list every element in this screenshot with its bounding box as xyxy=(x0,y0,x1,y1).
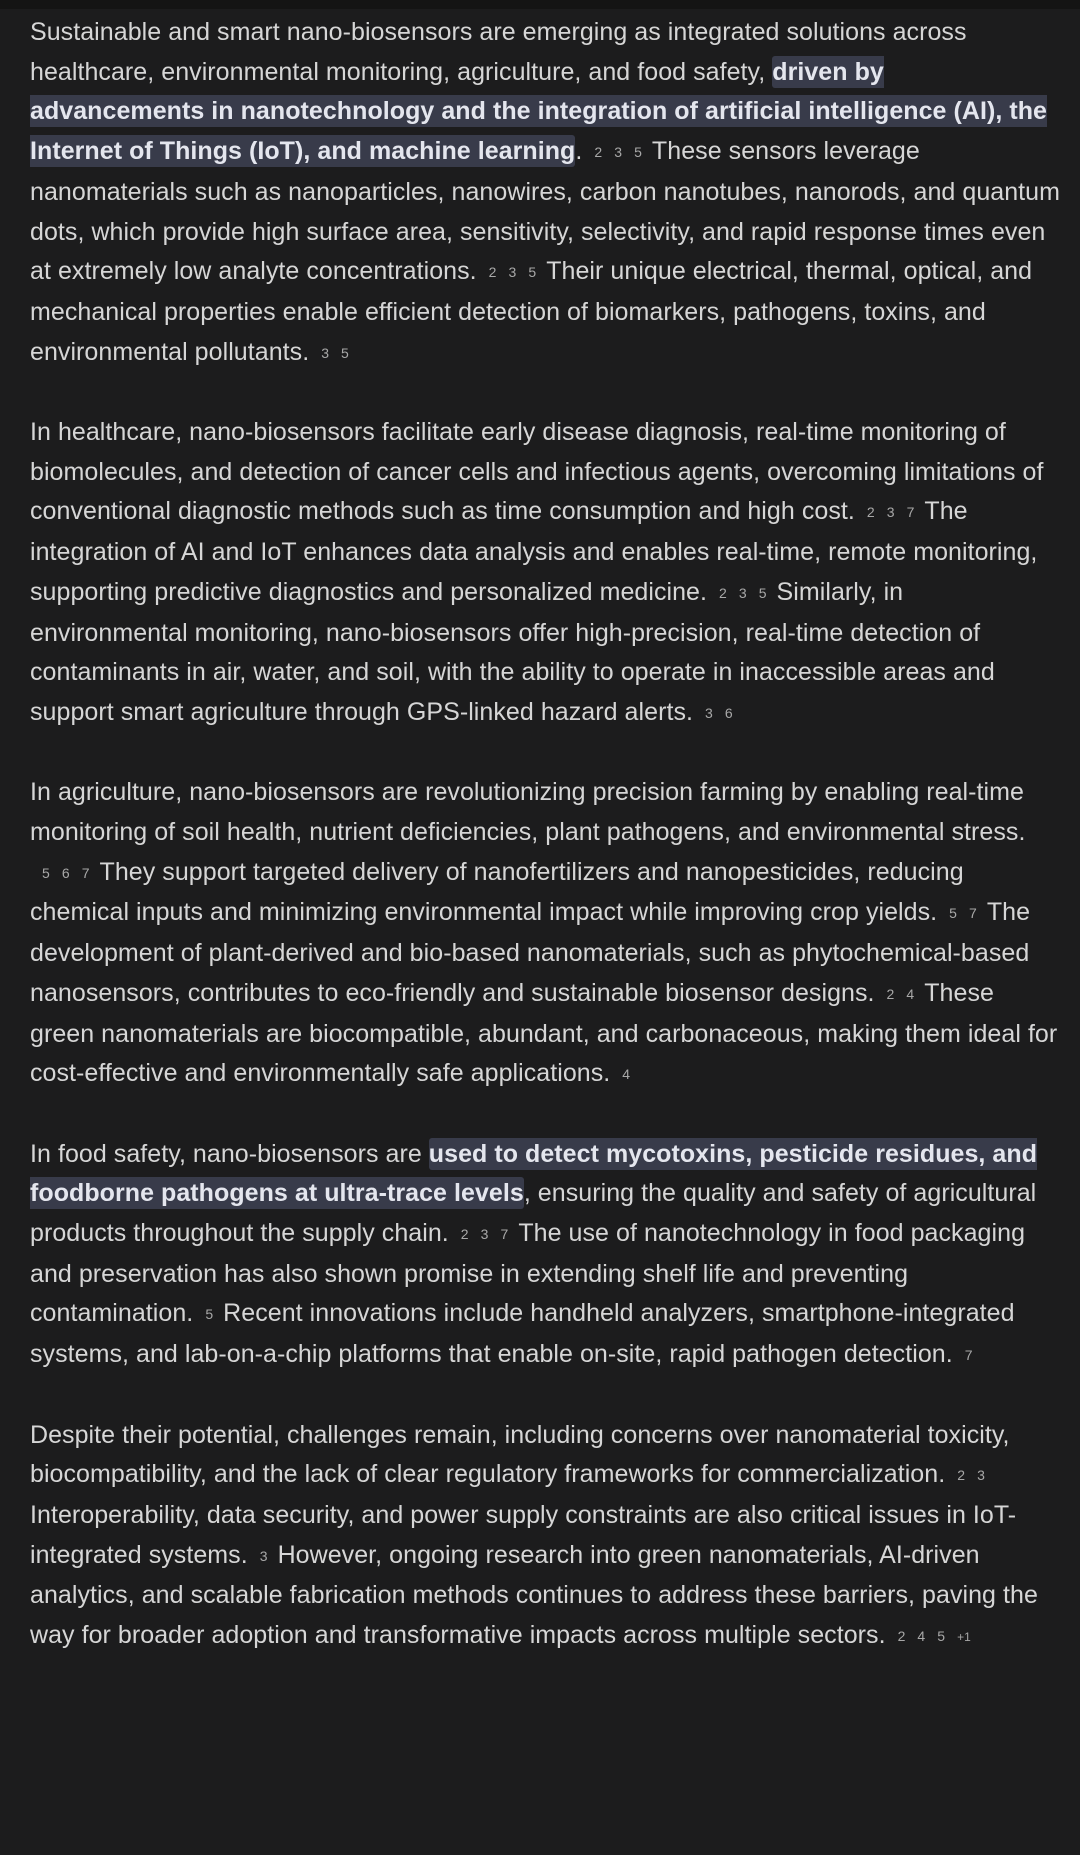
answer-body xyxy=(30,13,1060,1697)
citation-group xyxy=(315,338,355,366)
paragraph-text: Despite their potential, challenges remain, including concerns over nanomaterial toxicity, biocompatibility, and the lack of clear regulatory frameworks for commercialization. xyxy=(30,1420,1010,1489)
paragraph-text: In agriculture, nano-biosensors are revolutionizing precision farming by enabling real-time monitoring of soil health, nutrient deficiencies, plant pathogens, and environmental stress. xyxy=(30,778,1026,847)
paragraph-text: Sustainable and smart nano-biosensors are emerging as integrated solutions across healthcare, environmental monitoring, agriculture, and food safety, xyxy=(30,18,967,86)
top-bar xyxy=(0,0,1080,9)
citation-link[interactable]: 2 xyxy=(594,144,603,161)
paragraph xyxy=(30,413,1060,734)
paragraph-text: These sensors leverage nanomaterials such as nanoparticles, nanowires, carbon nanotubes, nanorods, and quantum dots, which provide high surface area, sensitivity, selectivity, and rapid response times even at extremely low analyte concentrations. xyxy=(30,137,1061,286)
citation-group xyxy=(699,698,739,726)
citation-link[interactable]: 4 xyxy=(906,985,915,1002)
citation-group xyxy=(483,257,543,285)
citation-link[interactable]: 3 xyxy=(614,144,623,161)
citation-group xyxy=(951,1460,991,1488)
citation-link[interactable]: 3 xyxy=(704,704,713,721)
citation-more-link[interactable]: +1 xyxy=(957,1630,971,1645)
citation-link[interactable]: 5 xyxy=(634,144,642,161)
citation-link[interactable]: 7 xyxy=(500,1226,509,1243)
paragraph-text: In food safety, nano-biosensors are xyxy=(30,1139,429,1168)
paragraph-text: In healthcare, nano-biosensors facilitate early disease diagnosis, real-time monitoring of biomolecules, and detection of cancer cells and infectious agents, overcoming limitations of conventional diagnostic methods such as time consumption and high cost. xyxy=(30,418,1044,526)
citation-group xyxy=(713,578,773,606)
paragraph-text: Interoperability, data security, and power supply constraints are also critical issues in IoT-integrated systems. xyxy=(30,1500,1017,1569)
paragraph-text: , ensuring the quality and safety of agricultural products throughout the supply chain. xyxy=(30,1179,1037,1248)
highlighted-text: driven by advancements in nanotechnology and the integration of artificial intelligence (AI), the Internet of Things (IoT), and machine learning xyxy=(30,57,1047,166)
paragraph-text: The integration of AI and IoT enhances data analysis and enables real-time, remote monitoring, supporting predictive diagnostics and personalized medicine. xyxy=(30,497,1038,606)
citation-group xyxy=(892,1621,977,1649)
citation-group xyxy=(861,497,921,525)
citation-group xyxy=(588,137,648,165)
paragraph-text: Their unique electrical, thermal, optical, and mechanical properties enable efficient detection of biomarkers, pathogens, toxins, and environmental pollutants. xyxy=(30,257,1033,366)
citation-link[interactable]: 2 xyxy=(866,504,875,521)
citation-link[interactable]: 3 xyxy=(508,264,517,281)
citation-group xyxy=(881,979,921,1007)
paragraph-text: The development of plant-derived and bio-based nanomaterials, such as phytochemical-based nanosensors, contributes to eco-friendly and sustainable biosensor designs. xyxy=(30,898,1031,1007)
citation-link[interactable]: 3 xyxy=(480,1226,489,1243)
paragraph-text: Recent innovations include handheld analyzers, smartphone-integrated systems, and lab-on-a-chip platforms that enable on-site, rapid pathogen detection. xyxy=(30,1299,1015,1369)
paragraph xyxy=(30,773,1060,1095)
paragraph-text: The use of nanotechnology in food packaging and preservation has also shown promise in extending shelf life and preventing contamination. xyxy=(30,1219,1026,1328)
citation-link[interactable]: 3 xyxy=(977,1467,985,1484)
citation-group xyxy=(959,1340,979,1368)
citation-link[interactable]: 7 xyxy=(969,905,977,922)
paragraph-text: Similarly, in environmental monitoring, nano-biosensors offer high-precision, real-time detection of contaminants in air, water, and soil, with the ability to operate in inaccessible areas and support smart agriculture through GPS-linked hazard alerts. xyxy=(30,577,995,726)
highlighted-text: used to detect mycotoxins, pesticide residues, and foodborne pathogens at ultra-trace levels xyxy=(30,1139,1038,1208)
paragraph-text: . xyxy=(575,137,583,166)
citation-group xyxy=(36,858,96,886)
citation-link[interactable]: 2 xyxy=(719,584,727,601)
paragraph-text: However, ongoing research into green nanomaterials, AI-driven analytics, and scalable fabrication methods continues to address these barriers, paving the way for broader adoption and transformative impacts across multiple sectors. xyxy=(30,1540,1038,1650)
citation-link[interactable]: 7 xyxy=(906,504,915,521)
citation-link[interactable]: 3 xyxy=(886,504,895,521)
paragraph xyxy=(30,1135,1060,1376)
citation-link[interactable]: 4 xyxy=(622,1066,631,1083)
citation-link[interactable]: 3 xyxy=(321,344,330,361)
citation-link[interactable]: 2 xyxy=(460,1226,469,1243)
citation-group xyxy=(199,1299,219,1327)
citation-link[interactable]: 7 xyxy=(81,864,90,881)
citation-link[interactable]: 5 xyxy=(528,264,537,281)
citation-group xyxy=(455,1219,515,1247)
citation-link[interactable]: 5 xyxy=(42,864,50,881)
citation-link[interactable]: 2 xyxy=(897,1628,906,1645)
citation-group xyxy=(254,1541,274,1569)
citation-link[interactable]: 5 xyxy=(949,905,958,922)
citation-group xyxy=(616,1059,636,1087)
citation-link[interactable]: 5 xyxy=(205,1306,214,1323)
citation-link[interactable]: 7 xyxy=(964,1347,973,1364)
citation-group xyxy=(943,898,983,926)
citation-link[interactable]: 2 xyxy=(957,1467,966,1484)
citation-link[interactable]: 6 xyxy=(61,864,70,881)
paragraph xyxy=(30,1416,1060,1658)
citation-link[interactable]: 2 xyxy=(886,985,895,1002)
paragraph-text: These green nanomaterials are biocompatible, abundant, and carbonaceous, making them ideal for cost-effective and environmentally safe applications. xyxy=(30,978,1058,1088)
citation-link[interactable]: 5 xyxy=(758,584,767,601)
citation-link[interactable]: 5 xyxy=(937,1628,946,1645)
citation-link[interactable]: 3 xyxy=(738,584,747,601)
paragraph xyxy=(30,13,1060,373)
citation-link[interactable]: 6 xyxy=(724,704,733,721)
citation-link[interactable]: 5 xyxy=(341,344,349,361)
citation-link[interactable]: 4 xyxy=(917,1628,926,1645)
citation-link[interactable]: 3 xyxy=(259,1547,268,1564)
citation-link[interactable]: 2 xyxy=(488,264,497,281)
paragraph-text: They support targeted delivery of nanofertilizers and nanopesticides, reducing chemical inputs and minimizing environmental impact while improving crop yields. xyxy=(30,857,964,927)
